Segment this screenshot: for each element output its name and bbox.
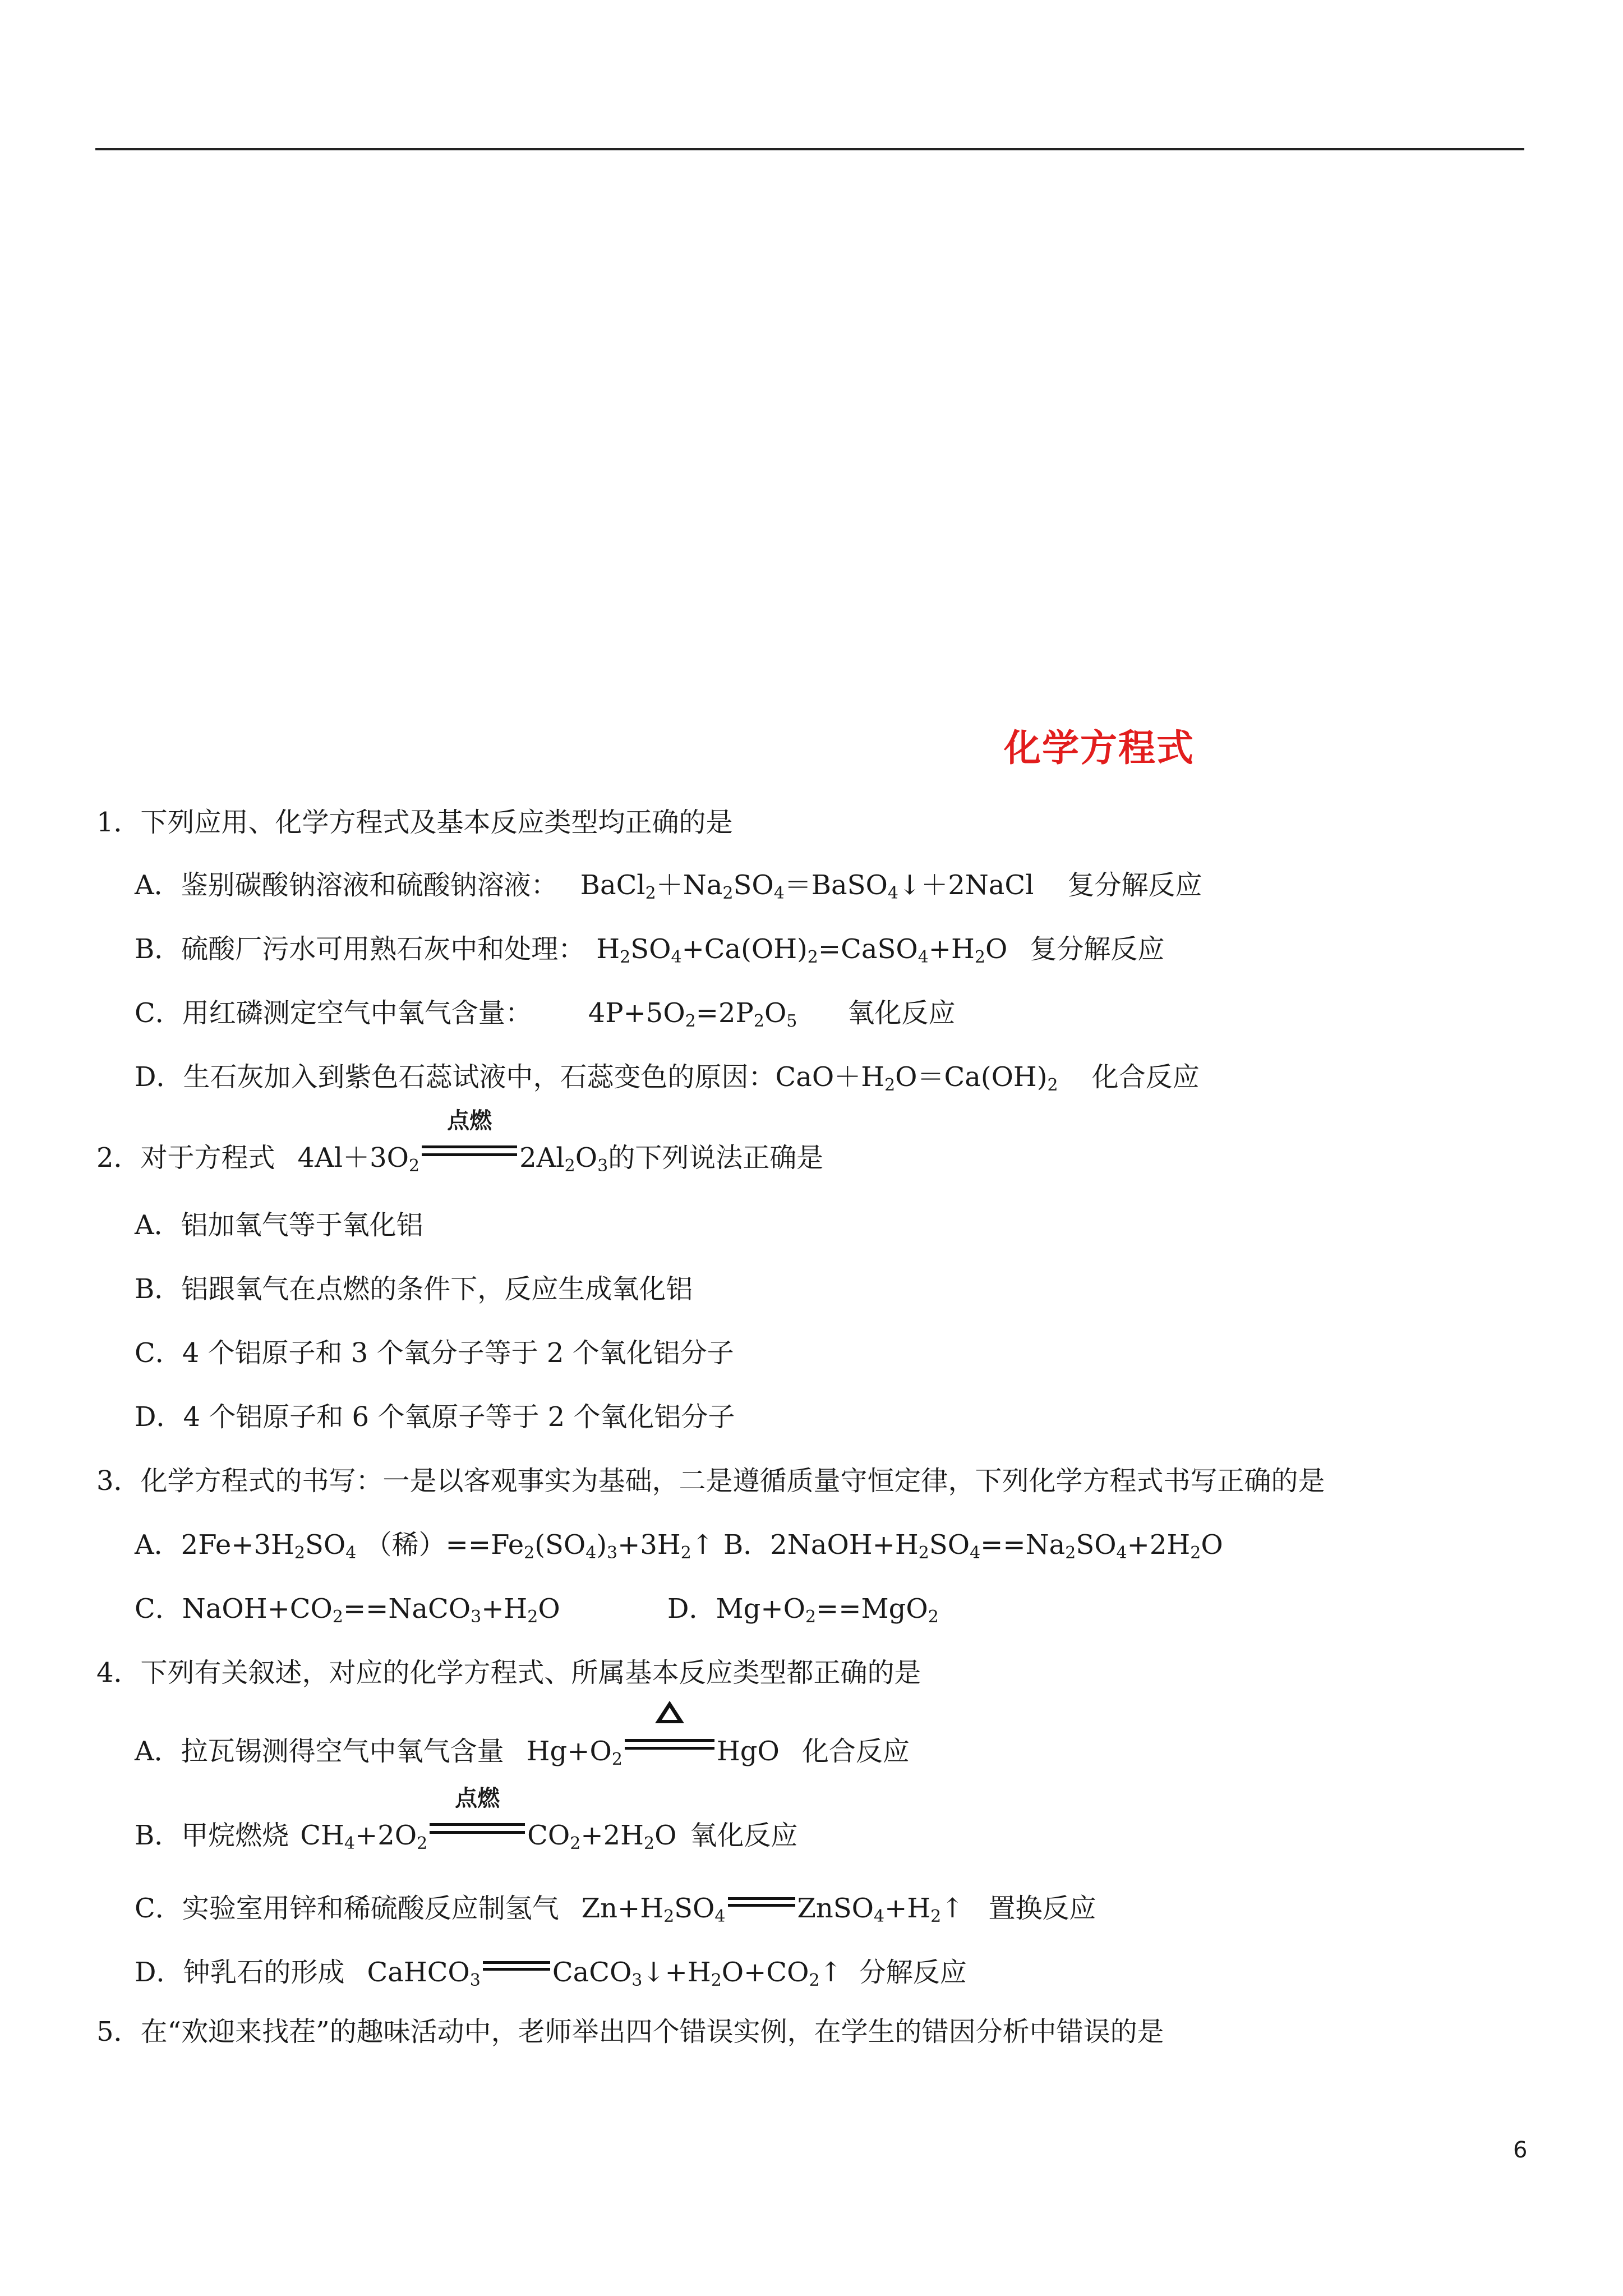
delta-heat-icon <box>655 1701 684 1723</box>
heat-condition-arrow <box>625 1733 714 1760</box>
q4-option-c-equation: $Zn+H_2SO_4$ $ZnSO_4+H_2↑$ <box>581 1893 964 1926</box>
q1-option-d <box>135 1061 1200 1095</box>
q2-option-a: A．铝加氧气等于氧化铝 <box>135 1209 423 1241</box>
condition-arrow: 点燃 <box>430 1818 525 1844</box>
q3-dilute-note: （稀） <box>365 1529 446 1561</box>
q2-option-b: B．铝跟氧气在点燃的条件下，反应生成氧化铝 <box>135 1273 693 1305</box>
q4-option-d: D．钟乳石的形成 CaHCO$_3$ $CaCO_3↓+H_2O+CO_2↑$ 分解反应 <box>135 1954 967 1986</box>
q1-option-b <box>135 933 1165 967</box>
q3-option-a: A．$2Fe+3H_2SO_4$ （稀）$==Fe_2(SO_4)_3+3H_2↑$ <box>135 1529 714 1563</box>
q2-equation: $4Al+3O_2$ 点燃 $2Al_2O_3$ <box>297 1108 608 1176</box>
question-5-stem: 5．在“欢迎来找茬”的趣味活动中，老师举出四个错误实例，在学生的错因分析中错误的是 <box>96 2016 1164 2047</box>
q1-option-c <box>135 997 956 1031</box>
q3-option-c: C．$NaOH+CO_2==NaCO_3+H_2O$ <box>135 1593 560 1627</box>
page-title: 化学方程式 <box>1004 726 1195 770</box>
q4-option-b: B．甲烷燃烧 $CH_4+2O_2$ 点燃 $CO_2+2H_2O$ 氧化反应 <box>135 1786 798 1853</box>
q2-option-d: D．4 个铝原子和 6 个氧原子等于 2 个氧化铝分子 <box>135 1401 735 1433</box>
q1-option-a <box>135 869 1202 903</box>
question-3-stem: 3．化学方程式的书写：一是以客观事实为基础，二是遵循质量守恒定律，下列化学方程式书写正确的是 <box>96 1465 1325 1497</box>
q1-option-b-type: 复分解反应 <box>1030 933 1165 965</box>
q1-option-a-type: 复分解反应 <box>1067 869 1202 901</box>
q1-option-b-text: B．硫酸厂污水可用熟石灰中和处理： <box>135 933 585 965</box>
q2-stem-suffix: 的下列说法正确是 <box>608 1142 824 1174</box>
condition-arrow <box>422 1108 517 1167</box>
q2-stem-prefix: 2．对于方程式 <box>96 1142 275 1174</box>
q2-option-c: C．4 个铝原子和 3 个氧分子等于 2 个氧化铝分子 <box>135 1337 734 1369</box>
q4-option-a: A．拉瓦锡测得空气中氧气含量 $Hg+O_2$ HgO 化合反应 <box>135 1733 910 1765</box>
question-2-stem <box>96 1108 824 1176</box>
q1-option-b-equation: $H_2SO_4+Ca(OH)_2=CaSO_4+H_2O$ <box>596 933 1008 967</box>
q1-option-d-equation: $CaO+H_2O=Ca(OH)_2$ <box>775 1061 1058 1095</box>
q1-option-c-text: C．用红磷测定空气中氧气含量： <box>135 997 532 1029</box>
header-rule <box>95 148 1524 150</box>
q4-option-a-equation: $Hg+O_2$ HgO <box>527 1733 780 1765</box>
question-4-stem: 4．下列有关叙述，对应的化学方程式、所属基本反应类型都正确的是 <box>96 1657 921 1688</box>
question-1-stem: 1．下列应用、化学方程式及基本反应类型均正确的是 <box>96 807 733 838</box>
q1-option-a-equation: $BaCl_2+Na_2SO_4=BaSO_4↓+2NaCl$ <box>580 869 1034 903</box>
q1-option-d-text: D．生石灰加入到紫色石蕊试液中，石蕊变色的原因： <box>135 1061 776 1093</box>
q3-option-b: B．$2NaOH+H_2SO_4==Na_2SO_4+2H_2O$ <box>723 1529 1223 1563</box>
q1-option-c-type: 氧化反应 <box>847 997 956 1029</box>
q1-option-c-equation: $4P+5O_2=2P_2O_5$ <box>588 997 797 1031</box>
q1-option-a-text: A．鉴别碳酸钠溶液和硫酸钠溶液： <box>135 869 558 901</box>
page-number: 6 <box>1513 2137 1528 2163</box>
q1-option-d-type: 化合反应 <box>1091 1061 1200 1093</box>
q4-option-c: C．实验室用锌和稀硫酸反应制氢气 $Zn+H_2SO_4$ $ZnSO_4+H_2↑$ 置换反应 <box>135 1890 1096 1922</box>
q4-option-b-equation: $CH_4+2O_2$ 点燃 $CO_2+2H_2O$ <box>300 1786 677 1853</box>
condition-label: 点燃 <box>447 1108 492 1134</box>
q3-option-d: D．$Mg+O_2==MgO_2$ <box>667 1593 939 1627</box>
q4-option-d-equation: CaHCO$_3$ $CaCO_3↓+H_2O+CO_2↑$ <box>367 1957 842 1990</box>
